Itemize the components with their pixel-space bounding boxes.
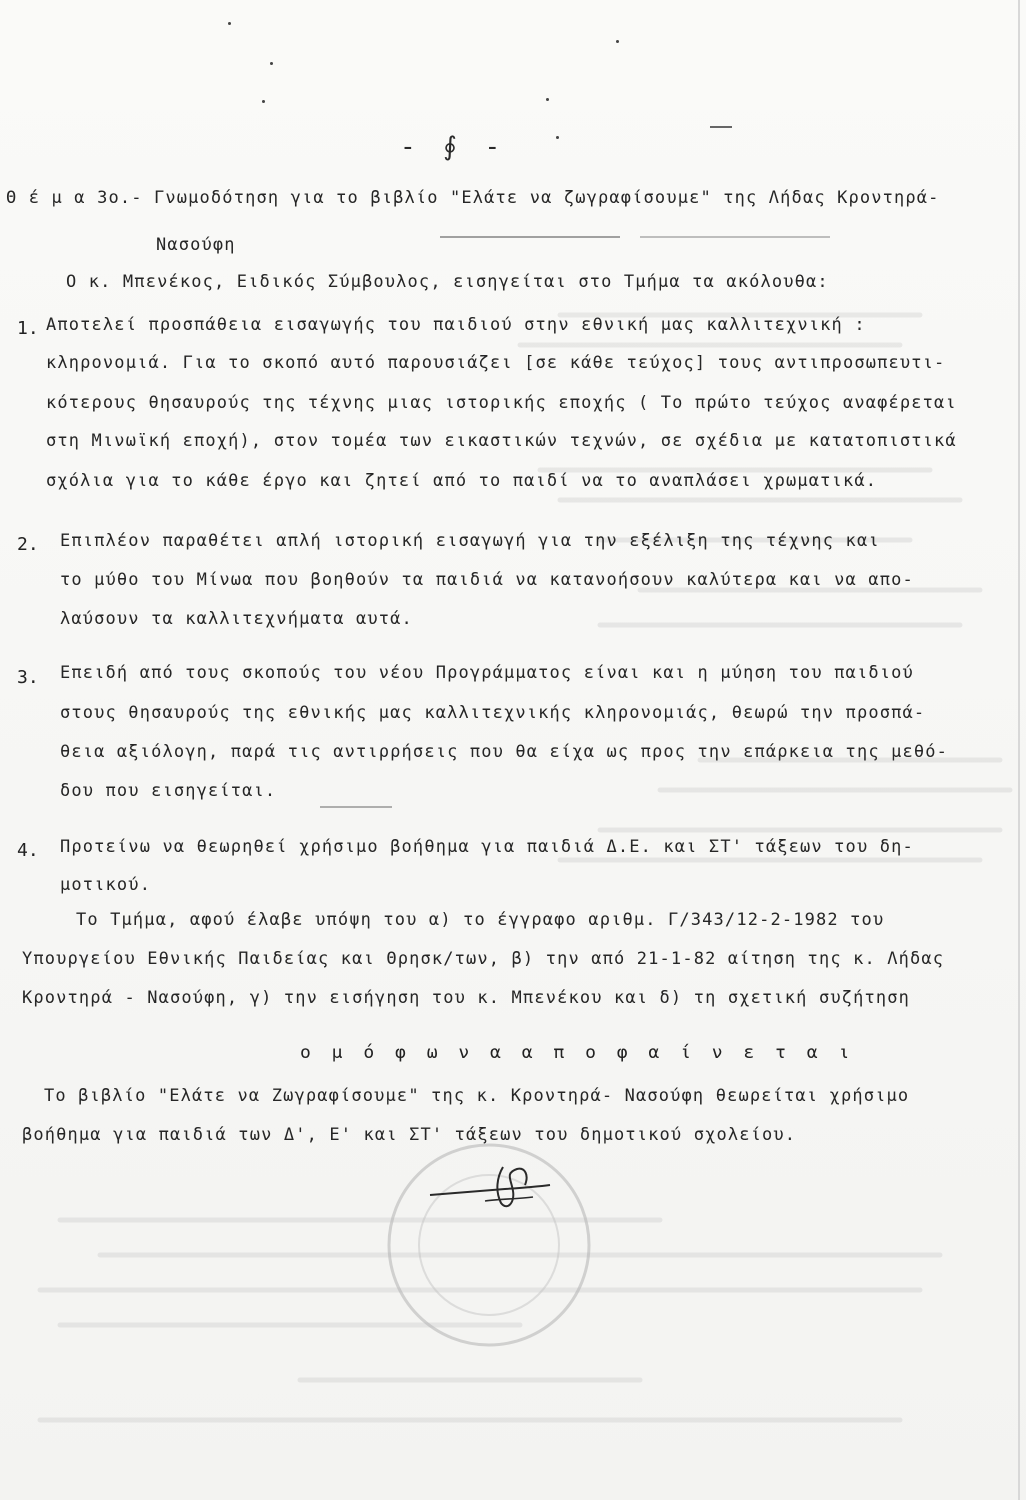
- speck: [556, 136, 559, 139]
- decision-intro-line: Υπουργείου Εθνικής Παιδείας και Θρησκ/των, β) την από 21-1-82 αίτηση της κ. Λήδας: [22, 949, 945, 969]
- margin-dash: [320, 806, 392, 808]
- item-line: κότερους θησαυρούς της τέχνης μιας ιστορικής εποχής ( Το πρώτο τεύχος αναφέρεται: [46, 393, 957, 413]
- item-line: Επιπλέον παραθέτει απλή ιστορική εισαγωγή για την εξέλιξη της τέχνης και: [60, 531, 880, 551]
- decision-text-line: βοήθημα για παιδιά των Δ', Ε' και ΣΤ' τάξεων του δημοτικού σχολείου.: [22, 1125, 797, 1145]
- speck: [228, 22, 231, 25]
- signature: [425, 1155, 565, 1215]
- subject-title: Θ έ μ α 3ο.- Γνωμοδότηση για το βιβλίο "Ελάτε να ζωγραφίσουμε" της Λήδας Κροντηρά-: [6, 188, 940, 208]
- item-line: σχόλια για το κάθε έργο και ζητεί από το παιδί να το αναπλάσει χρωματικά.: [46, 471, 878, 491]
- item-line: μοτικού.: [60, 875, 152, 895]
- item-line: Προτείνω να θεωρηθεί χρήσιμο βοήθημα για παιδιά Δ.Ε. και ΣΤ' τάξεων του δη-: [60, 837, 914, 857]
- page-number-mark: - ∮ -: [400, 132, 507, 162]
- margin-dash: [710, 126, 732, 128]
- item-number: 3.: [17, 667, 39, 688]
- decision-text-line: Το βιβλίο "Ελάτε να Ζωγραφίσουμε" της κ. Κροντηρά- Νασούφη θεωρείται χρήσιμο: [44, 1086, 910, 1106]
- item-number: 1.: [17, 318, 39, 339]
- title-underline: [440, 236, 620, 238]
- title-underline: [640, 236, 830, 238]
- item-line: κληρονομιά. Για το σκοπό αυτό παρουσιάζει [σε κάθε τεύχος] τους αντιπροσωπευτι-: [46, 353, 946, 373]
- speck: [616, 40, 619, 43]
- item-line: Αποτελεί προσπάθεια εισαγωγής του παιδιού στην εθνική μας καλλιτεχνική :: [46, 315, 866, 335]
- item-line: Επειδή από τους σκοπούς του νέου Προγράμματος είναι και η μύηση του παιδιού: [60, 663, 914, 683]
- decision-intro-line: Κροντηρά - Νασούφη, γ) την εισήγηση του κ. Μπενέκου και δ) τη σχετική συζήτηση: [22, 988, 911, 1008]
- subject-title-continued: Νασούφη: [156, 235, 236, 255]
- decision-intro-line: Το Τμήμα, αφού έλαβε υπόψη του α) το έγγραφο αριθμ. Γ/343/12-2-1982 του: [76, 910, 885, 930]
- item-number: 4.: [17, 840, 39, 861]
- item-line: θεια αξιόλογη, παρά τις αντιρρήσεις που θα είχα ως προς την επάρκεια της μεθό-: [60, 742, 949, 762]
- intro-paragraph: Ο κ. Μπενέκος, Ειδικός Σύμβουλος, εισηγείται στο Τμήμα τα ακόλουθα:: [66, 272, 829, 292]
- page-edge-line: [1018, 0, 1020, 1500]
- speck: [262, 100, 265, 103]
- item-line: στους θησαυρούς της εθνικής μας καλλιτεχνικής κληρονομιάς, θεωρώ την προσπά-: [60, 703, 926, 723]
- item-number: 2.: [17, 534, 39, 555]
- item-line: λαύσουν τα καλλιτεχνήματα αυτά.: [60, 609, 413, 629]
- item-line: δου που εισηγείται.: [60, 781, 277, 801]
- item-line: το μύθο του Μίνωα που βοηθούν τα παιδιά να κατανοήσουν καλύτερα και να απο-: [60, 570, 914, 590]
- item-line: στη Μινωϊκή εποχή), στον τομέα των εικαστικών τεχνών, σε σχέδια με κατατοπιστικά: [46, 431, 957, 451]
- speck: [270, 62, 273, 65]
- speck: [546, 98, 549, 101]
- decision-heading: ο μ ό φ ω ν α α π ο φ α ί ν ε τ α ι: [300, 1042, 855, 1063]
